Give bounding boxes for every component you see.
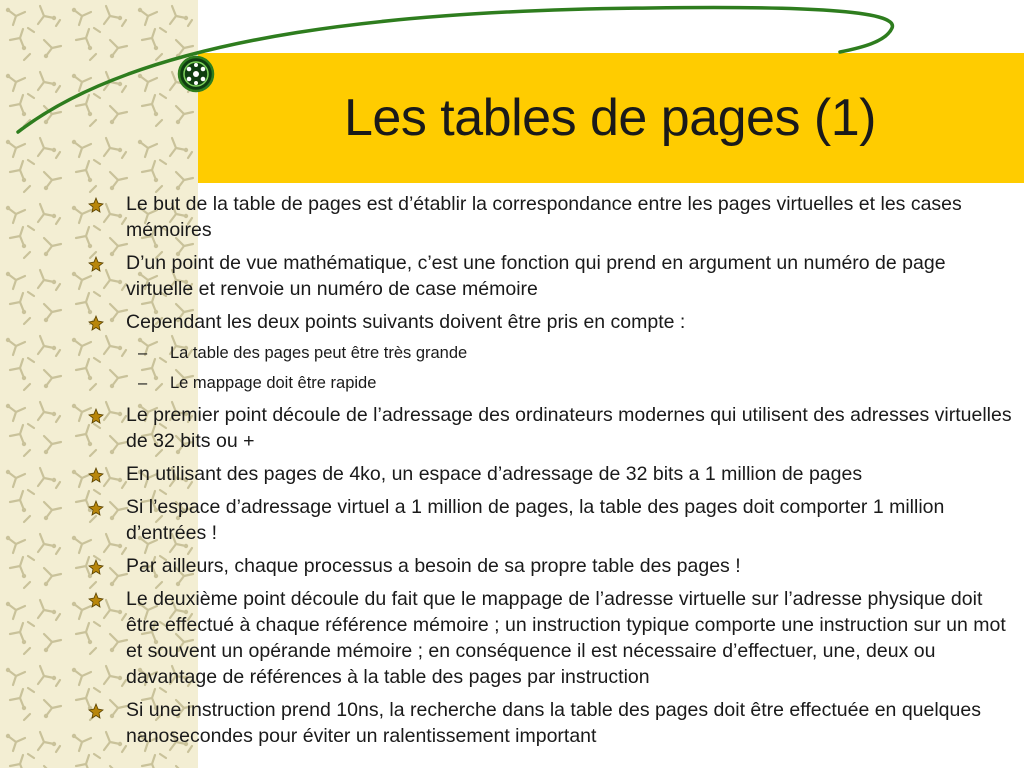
sub-bullet-item [86, 372, 1014, 394]
bullet-item [86, 697, 1014, 749]
bullet-text: D’un point de vue mathématique, c’est une fonction qui prend en argument un numéro de page virtuelle et renvoie un numéro de case mémoire [126, 252, 946, 300]
bullet-text: Si une instruction prend 10ns, la recherche dans la table des pages doit être effectuée en quelques nanosecondes pour éviter un ralentissement important [126, 699, 981, 747]
star-bullet-icon [88, 256, 104, 272]
star-bullet-icon [88, 467, 104, 483]
bullet-text: Par ailleurs, chaque processus a besoin de sa propre table des pages ! [126, 555, 741, 577]
bullet-item [86, 494, 1014, 546]
star-bullet-icon [88, 703, 104, 719]
star-bullet-icon [88, 592, 104, 608]
sub-bullet-item [86, 342, 1014, 364]
bullet-item [86, 250, 1014, 302]
bullet-text: En utilisant des pages de 4ko, un espace d’adressage de 32 bits a 1 million de pages [126, 463, 863, 485]
slide-title: Les tables de pages (1) [344, 89, 876, 147]
star-bullet-icon [88, 559, 104, 575]
bullet-item [86, 402, 1014, 454]
dash-marker: – [138, 374, 148, 392]
bullet-text: Le deuxième point découle du fait que le mappage de l’adresse virtuelle sur l’adresse physique doit être effectué à chaque référence mémoire ; un instruction typique comporte une instruction sur un mot et souvent un opérande mémoire ; en conséquence il est nécessaire d’effectuer, une, deux ou davantage de références à la table des pages par instruction [126, 588, 1006, 688]
bullet-text: Si l’espace d’adressage virtuel a 1 million de pages, la table des pages doit comporter 1 million d’entrées ! [126, 496, 945, 544]
bullet-item [86, 191, 1014, 243]
bullet-list [86, 191, 1014, 756]
dash-marker: – [138, 344, 148, 362]
cell-ornament-icon [179, 57, 213, 91]
star-bullet-icon [88, 315, 104, 331]
bullet-text: Le but de la table de pages est d’établir la correspondance entre les pages virtuelles et les cases mémoires [126, 193, 962, 241]
star-bullet-icon [88, 408, 104, 424]
star-bullet-icon [88, 197, 104, 213]
bullet-item [86, 309, 1014, 335]
bullet-text: La table des pages peut être très grande [170, 344, 468, 362]
bullet-item [86, 586, 1014, 690]
bullet-item [86, 461, 1014, 487]
star-bullet-icon [88, 500, 104, 516]
bullet-item [86, 553, 1014, 579]
bullet-text: Le mappage doit être rapide [170, 374, 377, 392]
bullet-text: Cependant les deux points suivants doivent être pris en compte : [126, 311, 686, 333]
bullet-text: Le premier point découle de l’adressage des ordinateurs modernes qui utilisent des adresses virtuelles de 32 bits ou + [126, 404, 1012, 452]
